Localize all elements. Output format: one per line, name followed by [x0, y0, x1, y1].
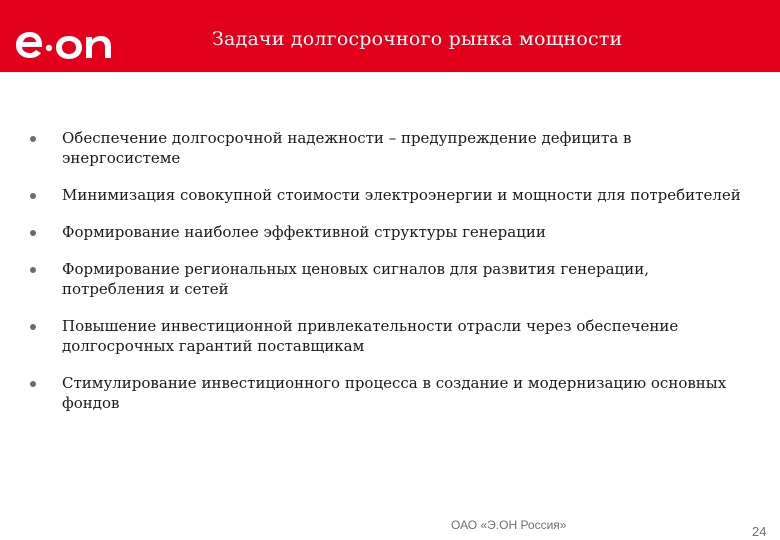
bullet-text: Обеспечение долгосрочной надежности – предупреждение дефицита в энергосистеме: [62, 129, 632, 167]
bullet-text: Минимизация совокупной стоимости электроэнергии и мощности для потребителей: [62, 186, 741, 204]
slide-title: Задачи долгосрочного рынка мощности: [212, 28, 623, 50]
bullet-dot-icon: [30, 324, 36, 330]
bullet-text: Повышение инвестиционной привлекательности отрасли через обеспечение долгосрочных гарантий поставщикам: [62, 317, 679, 355]
bullet-dot-icon: [30, 193, 36, 199]
bullet-list: [30, 128, 750, 430]
footer-company: ОАО «Э.ОН Россия»: [451, 518, 567, 532]
page-number: 24: [752, 524, 767, 539]
eon-logo: [14, 26, 114, 62]
bullet-text: Стимулирование инвестиционного процесса в создание и модернизацию основных фондов: [62, 374, 727, 412]
bullet-dot-icon: [30, 381, 36, 387]
bullet-dot-icon: [30, 230, 36, 236]
bullet-text: Формирование региональных ценовых сигналов для развития генерации, потребления и сетей: [62, 260, 649, 298]
bullet-item: [30, 316, 750, 356]
bullet-dot-icon: [30, 136, 36, 142]
bullet-text: Формирование наиболее эффективной структуры генерации: [62, 223, 546, 241]
header-bar: [0, 0, 780, 72]
bullet-item: [30, 185, 750, 205]
bullet-item: [30, 128, 750, 168]
bullet-dot-icon: [30, 267, 36, 273]
bullet-item: [30, 259, 750, 299]
bullet-item: [30, 222, 750, 242]
bullet-item: [30, 373, 750, 413]
